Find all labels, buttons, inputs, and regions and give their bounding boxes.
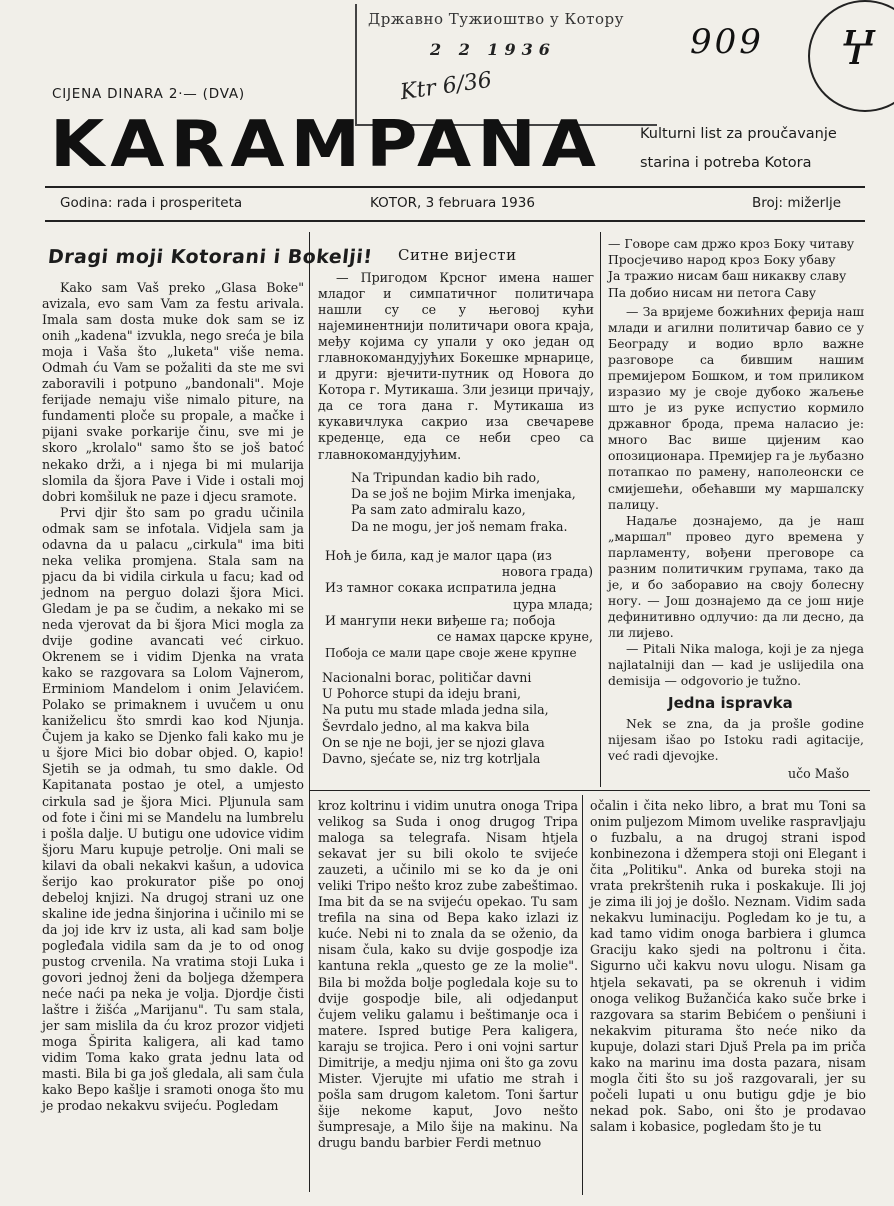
stamp-line-1: Државно Тужиоштво у Котору: [368, 10, 624, 28]
verse-line: U Pohorce stupi da ideju brani,: [322, 686, 521, 702]
letter-paragraph-2: Prvi djir što sam po gradu učinila odmak sam se infotala. Vidjela sam ja odavna da u palacu „cirkula" ima biti neka velika promjena. Stala sam na pjacu da bi vidila cirkula u facu; kad od jednom na perguo dolazi šjora Mici. Gledam je pa se čudim, a nekako mi se neda vjerovat da bi šjora Mici mogla za dvije godine avancati već cirkuo. Okrenem se i vidim Djenka na vrata kako se razgovara sa Lolom Vajnerom, Erminiom Mandelom i onim Jelavićem. Polako se primaknem i uvučem u onu kaniželicu što smrdi kao kod Njunja. Čujem ja kako se Djenko fali kako mu je u šjore Mici bio dobar objed. O, kapio! Sjetih se ja odmah, tu smo dakle. Od Kapitanata postao je otel, a umjesto cirkula sad je šjora Mici. Pljunula sam od fote i čini mi se Mandelu na lumbrelu i pošla dalje. U butigu one udovice vidim šjoru Maru kupuje petrolje. Oni mali se kilavi da obali nekakvi kašun, a udovica šerijo kao prokurator piše po onoj debeloj knjizi. Na drugoj strani uz one skaline ide jedna šinjorina i učinilo mi se da joj ide krv iz usta, ali kad sam bolje pogleđala vidila sam da je to od onog pustog crvenila. Na vratima stoji Luka i govori jednoj ženi da boljega džempera neće naći pa neka je volja. Djordje čisti laštre i žišća „Marijanu". Tu sam stala, jer sam mislila da ću kroz prozor vidjeti moga Špirita kaligera, ali kad tamo vidim Toma kako grata jednu lata od masti. Bila bi ga još gledala, ali sam čula kako Bepo kašlje i sramoti onoga što mu je prodao nekakvu svijeću. Pogledam: [42, 504, 304, 1114]
correction-headline: Jedna ispravka: [668, 694, 793, 712]
verse-line: Da se još ne bojim Mirka imenjaka,: [351, 486, 576, 502]
handwritten-mark-glyph: Ⴤ: [840, 28, 874, 74]
issue-label: Broj: mižerlje: [752, 195, 842, 211]
verse-line: Nacionalni borac, političar davni: [322, 670, 532, 685]
correction-body: [608, 716, 864, 764]
news-paragraph-1: — Пригодом Крсног имена нашег младог и симпатичног политичара нашли су се у његовој кући најеминентнији политичари овога краја, међу којима су упали у око један од главнокомандујућих Бокешке мрнарице, и други: вјечити-путник од Новога до Котора г. Мутикаша. Зли језици причају, да се тога дана г. Мутикаша из кукавичлука сакрио иза свечареве креденце, еда се неби срео са главнокомандујућим.: [318, 270, 594, 462]
news-verse-1: [325, 470, 576, 535]
verse-line: Па добио нисам ни петога Саву: [608, 284, 817, 300]
news-verse-3: [322, 670, 549, 767]
header-rule-top: [45, 186, 865, 188]
verse-line: се намах царске круне,: [436, 629, 593, 645]
news-body: [318, 270, 594, 463]
stamp-line-3: Ktr 6/36: [398, 67, 494, 106]
news-verse-2: [325, 548, 593, 661]
verse-line: Pa sam zato admiralu kazo,: [351, 502, 526, 518]
col3-paragraph-3: — Pitali Nika maloga, koji je za njega najlatalniji dan — kad je uslijedila ona demisija — odgovorio je tužno.: [608, 640, 864, 689]
continuation-text-2: kroz koltrinu i vidim unutra onoga Tripa velikog sa Suda i onog drugog Tripa maloga sa telegrafa. Nisam htjela sekavat jer su bili okolo te svijeće zauzeti, a učinilo mi se ko da je oni veliki Tripo nešto kroz zube zabeštimao. Ima bit da se na svijeću opekao. Tu sam trefila na sina od Bepa kako izlazi iz kuće. Nebi ni to znala da se oženio, da nisam čula, kako su dvije gospodje iza kantuna rekla „questo ge ze la molie". Bila bi možda bolje pogledala koje su to dvije gospodje bile, ali odjedanput čujem veliku galamu i beštimanje oca i matere. Ispred butige Pera kaligera, karaju se trojica. Pero i oni vojni sartur Dimitrije, a medju njima oni što ga zovu Mister. Vjerujte mi ufatio me strah i pošla sam drugom kaletom. Toni šartur šije nekome kaput, Jovo nešto šumpresaje, a Milo šije na makinu. Na drugu bandu barbier Ferdi metnuo: [318, 798, 578, 1150]
verse-line: Ноћ је била, кад је малог цара (из: [325, 548, 552, 563]
verse-line: Da ne mogu, jer još nemam fraka.: [351, 518, 568, 534]
verse-line: Ševrdalo jedno, al ma kakva bila: [322, 718, 530, 734]
stamp-line-2: 2 2 1936: [430, 40, 556, 59]
verse-line: Na Tripundan kadio bih rado,: [351, 470, 541, 485]
col3-paragraph-2: Надаље дознајемо, да је наш „маршал" провео дуго времена у парламенту, вођени преговоре са разним политичким групама, тако да је, и бо заборавио на своју болесну ногу. — Још дознајемо да се још није дефинитивно одлучио: да ли десно, да ли лијево.: [608, 512, 864, 640]
header-rule-bottom: [45, 220, 865, 222]
letter-paragraph-1: Kako sam Vaš preko „Glasa Boke" avizala, evo sam Vam za festu arivala. Imala sam dosta muke dok sam se iz onih „kadena" izvukla, nego sreća je bila moja i Vaša što „luketa" više nema. Odmah ću Vam se požaliti da ste me svi zaboravili i potpuno „bandonali". Moje ferijade nemaju više nimalo piture, na fundamenti ploče su propale, a mačke i pijani svake porkarije činu, sve mi je skoro „krolalo" samo što se još batoć nekako drži, a i njega bi mi mularija slomila da šjora Pave i Vide i ostali moj dobri komšiluk ne paze i djecu sramote.: [42, 280, 304, 504]
column-divider-2: [600, 232, 601, 787]
col3-paragraph-1: — За вријеме божићних ферија наш млади и агилни политичар бавио се у Београду и водио врло важне разговоре са бившим нашим премијером Бошком, и том приликом изразио му је своје дубоко жаљење што је из руке испустио кормило државног брода, према наласио је: много Вас више цијеним као опозиционара. Премијер га је љубазно потапкао по рамену, наполеонски се смијешећи, обећавши му маршалску палицу.: [608, 304, 864, 512]
tagline-line-2: starina i potreba Kotora: [640, 155, 812, 171]
verse-line: Просјечиво народ кроз Боку убаву: [608, 252, 836, 268]
verse-line: Davno, sjećate se, niz trg kotrljala: [322, 751, 541, 767]
col3-body: [608, 304, 864, 689]
verse-line: Na putu mu stade mlada jedna sila,: [322, 702, 549, 718]
continuation-col-3: [590, 798, 866, 1135]
masthead-title: KARAMPANA: [50, 106, 602, 182]
column-divider-1: [309, 232, 310, 1192]
verse-line: Ја тражио нисам баш никакву славу: [608, 268, 847, 284]
column-divider-3: [582, 795, 583, 1195]
verse-line: Из тамног сокака испратила једна: [325, 580, 557, 596]
price-label: CIJENA DINARA 2·— (DVA): [52, 86, 245, 102]
continuation-text-3: očalin i čita neko libro, a brat mu Toni sa onim puljezom Mimom uvelike raspravljaju o fuzbalu, a na drugoj strani ispod konbinezona i džempera stoji oni Elegant i čita „Politiku". Anka od bureka stoji na vrata prekrštenih ruka i poskakuje. Ili joj je zima ili joj je došlo. Neznam. Vidim sada nekakvu luminaciju. Pogledam ko je tu, a kad tamo vidim onoga barbiera i glumca Graciju kako sjedi na poltronu i čita. Sigurno uči kakvu novu ulogu. Nisam ga htjela sekavati, pa se okrenuh i vidim onoga velikog Bužančića kako suče brke i razgovara sa starim Bebićem o penšiuni i nekakvim piturama što neće niko da kupuje, dolazi stari Djuš Prela pa im priča kako na marinu ima dosta pazara, nisam mogla čiti što su još razgovarali, jer su počeli lupati u onu butigu gdje je bio nekad pok. Sabo, oni što je prodavao salam i kobasice, pogledam što je tu: [590, 798, 866, 1134]
verse-line: On se nje ne boji, jer se njozi glava: [322, 734, 545, 750]
letter-headline: Dragi moji Kotorani i Bokelji!: [46, 246, 374, 268]
correction-text: Nek se zna, da ja prošle godine nijesam išao po Istoku radi agitacije, već radi djevojke.: [608, 716, 864, 764]
continuation-col-2: [318, 798, 578, 1151]
correction-signature: učo Mašo: [788, 766, 850, 781]
verse-line: Побоја се мали царе своје жене крупне: [325, 646, 577, 661]
verse-line: новога града): [501, 564, 593, 580]
stamp-number: 909: [690, 22, 764, 62]
tagline: [640, 120, 880, 178]
horizontal-divider: [310, 790, 870, 791]
letter-body: [42, 280, 304, 1114]
verse-line: И мангупи неки виђеше га; побоја: [325, 612, 556, 628]
verse-line: цура млада;: [513, 596, 593, 612]
dateline: KOTOR, 3 februara 1936: [370, 195, 535, 211]
news-headline: Ситне вијести: [398, 246, 517, 264]
tagline-line-1: Kulturni list za proučavanje: [640, 126, 837, 142]
verse-line: — Говоре сам држо кроз Боку читаву: [608, 236, 855, 251]
col3-verse: [608, 236, 854, 301]
year-label: Godina: rada i prosperiteta: [60, 195, 243, 211]
